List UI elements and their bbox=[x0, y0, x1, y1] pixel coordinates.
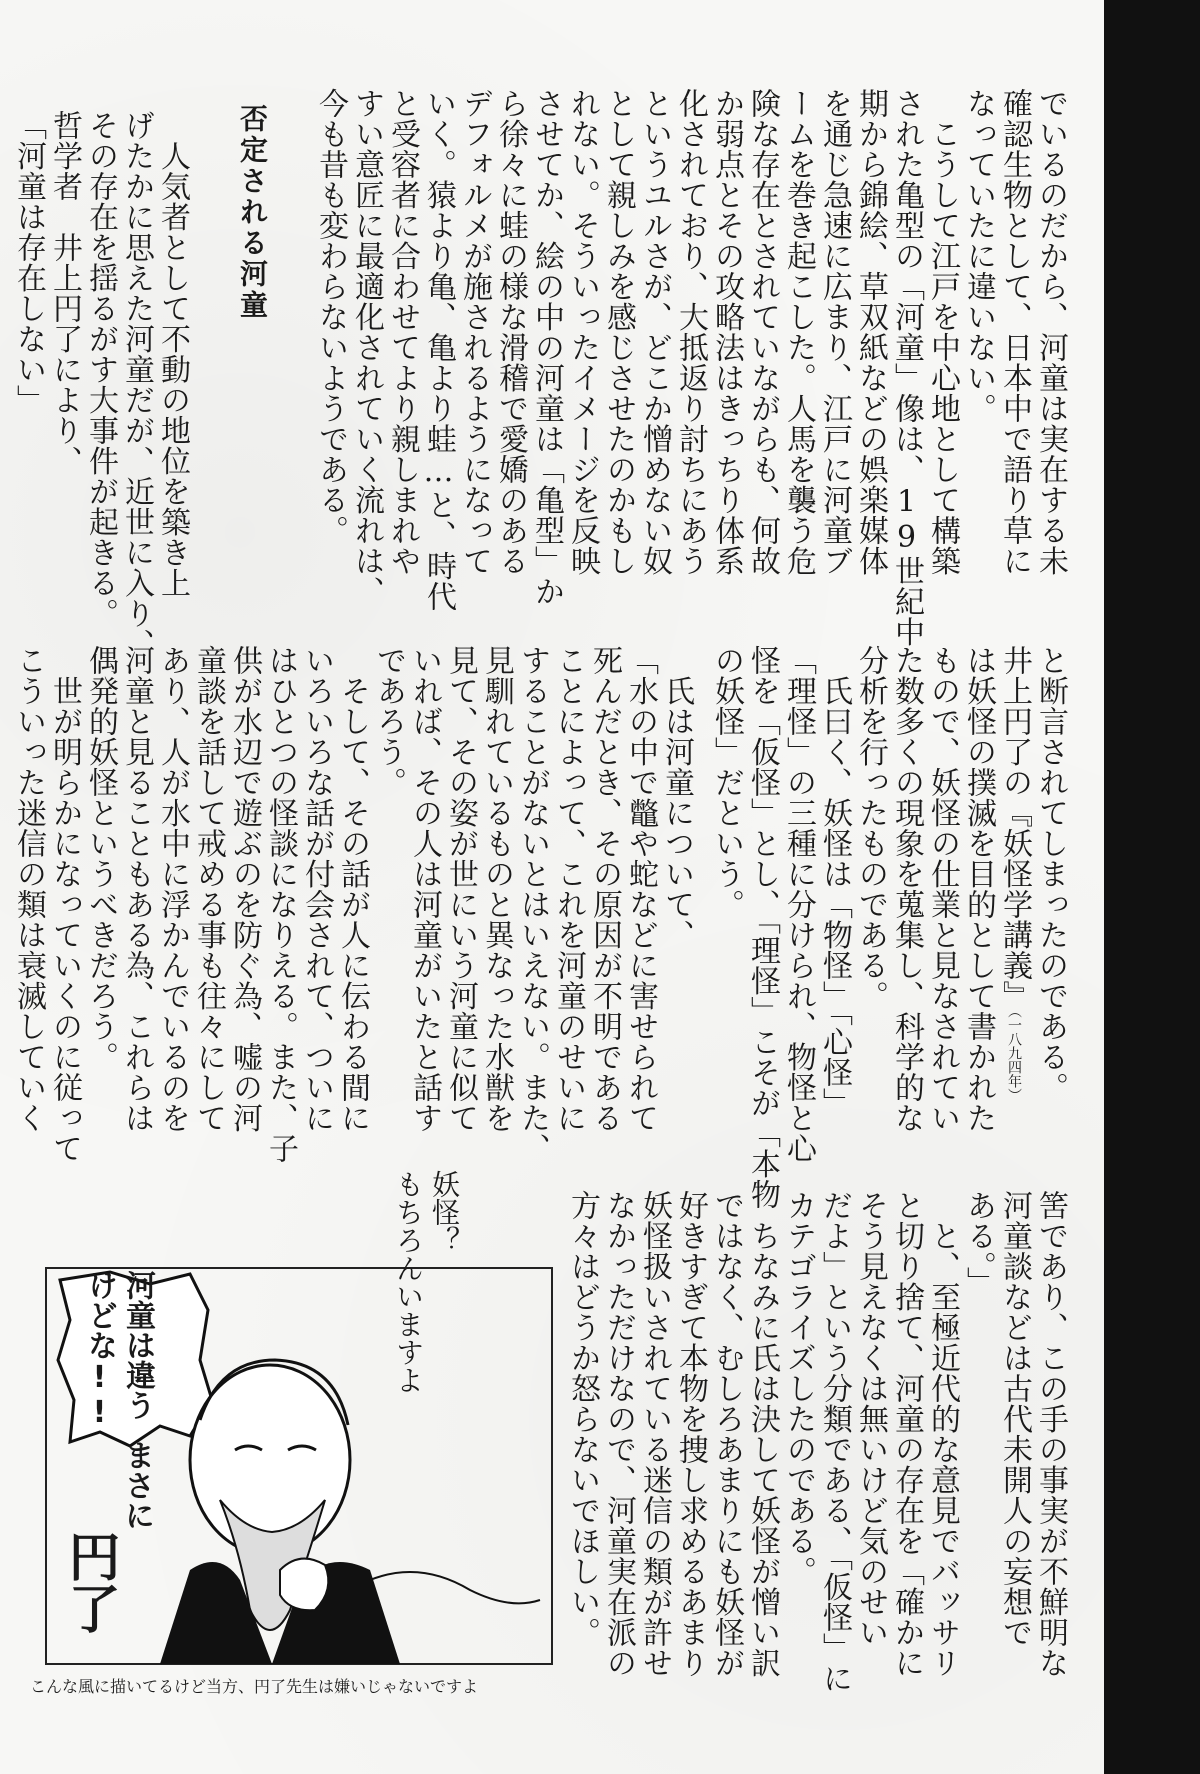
text-line: その存在を揺るがす大事件が起きる。 bbox=[83, 110, 118, 629]
text-line: 期から錦絵、草双紙などの娯楽媒体 bbox=[853, 88, 888, 576]
text-line: と断言されてしまったのである。 bbox=[1033, 645, 1068, 1103]
text-line: いれば、その人は河童がいたと話す bbox=[407, 645, 442, 1133]
text-line: 今も昔も変わらないようである。 bbox=[313, 88, 348, 546]
text-line: された亀型の「河童」像は、19世紀中 bbox=[889, 88, 924, 647]
page-edge-bar bbox=[1104, 0, 1200, 1774]
text-line: 方々はどうか怒らないでほしい。 bbox=[565, 1190, 600, 1648]
text-line: 分析を行ったものである。 bbox=[853, 645, 888, 1011]
text-line: として親しみを感じさせたのかもし bbox=[601, 88, 636, 576]
text-line: 筈であり、この手の事実が不鮮明な bbox=[1033, 1190, 1068, 1678]
text-line: は妖怪の撲滅を目的として書かれた bbox=[961, 645, 996, 1133]
text-line: 偶発的妖怪というべきだろう。 bbox=[83, 645, 118, 1072]
text-line: 見て、その姿が世にいう河童に似て bbox=[443, 645, 478, 1133]
shout-bubble-text bbox=[80, 1270, 156, 1450]
text-line: 「河童は存在しない」 bbox=[11, 110, 46, 415]
body-column-top-left bbox=[10, 110, 190, 659]
text-line: なかっただけなので、河童実在派の bbox=[601, 1190, 636, 1678]
text-line: 見馴れているものと異なった水獣を bbox=[479, 645, 514, 1133]
text-line: はひとつの怪談になりえる。また、子 bbox=[263, 645, 298, 1164]
text-line: 氏曰く、妖怪は「物怪」「心怪」 bbox=[817, 645, 852, 1118]
tagline bbox=[59, 1440, 154, 1634]
raised-hand bbox=[280, 1559, 328, 1611]
text-line: ちなみに氏は決して妖怪が憎い訳 bbox=[745, 1190, 780, 1678]
text-line: こういった迷信の類は衰滅していく bbox=[11, 645, 46, 1133]
text-line: そして、その話が人に伝わる間に bbox=[335, 645, 370, 1133]
text-line: げたかに思えた河童だが、近世に入り、 bbox=[119, 110, 154, 659]
body-column-middle-right bbox=[708, 645, 1068, 1210]
text-line: を通じ急速に広まり、江戸に河童ブ bbox=[817, 88, 852, 576]
text-line: 河童と見ることもある為、これらは bbox=[119, 645, 154, 1133]
text-fragment: 井上円了の『妖怪学講義』 bbox=[997, 645, 1032, 1011]
text-line: すい意匠に最適化されていく流れは、 bbox=[349, 88, 384, 607]
text-line: か弱点とその攻略法はきっちり体系 bbox=[709, 88, 744, 576]
text-line: 「理怪」の三種に分けられ、物怪と心 bbox=[781, 645, 816, 1164]
text-line: ことによって、これを河童のせいに bbox=[551, 645, 586, 1133]
text-line: 「水の中で鼈や蛇などに害せられて bbox=[623, 645, 658, 1133]
text-line: デフォルメが施されるようになって bbox=[457, 88, 492, 576]
text-line: 死んだとき、その原因が不明である bbox=[587, 645, 622, 1133]
text-line: 険な存在とされていながらも、何故 bbox=[745, 88, 780, 576]
speech-text bbox=[390, 1170, 462, 1470]
text-line: 確認生物として、日本中で語り草に bbox=[997, 88, 1032, 576]
text-line: 哲学者 井上円了により、 bbox=[47, 110, 82, 476]
body-column-bottom-right bbox=[564, 1190, 1068, 1750]
text-line: と受容者に合わせてより親しまれや bbox=[385, 88, 420, 576]
text-line: いろいろな話が付会されて、ついに bbox=[299, 645, 334, 1133]
text-line: 人気者として不動の地位を築き上 bbox=[155, 110, 190, 598]
text-line: することがないとはいえない。また、 bbox=[515, 645, 550, 1164]
text-line: 怪を「仮怪」とし、「理怪」こそが「本物 bbox=[745, 645, 780, 1210]
text-line: させてか、絵の中の河童は「亀型」か bbox=[529, 88, 564, 607]
text-line: でいるのだから、河童は実在する未 bbox=[1033, 88, 1068, 576]
text-line: 河童談などは古代未開人の妄想で bbox=[997, 1190, 1032, 1648]
bubble-line: けどな!! bbox=[82, 1270, 117, 1430]
text-line: いく。猿より亀、亀より蛙…と、時代 bbox=[421, 88, 456, 612]
illustration-panel bbox=[40, 1170, 560, 1670]
text-line: だよ」という分類である、「仮怪」に bbox=[817, 1190, 852, 1694]
body-column-middle-left bbox=[10, 645, 694, 1205]
text-line bbox=[996, 645, 1032, 1205]
text-line: であろう。 bbox=[371, 645, 406, 798]
text-line: れない。そういったイメージを反映 bbox=[565, 88, 600, 576]
text-line: 童談を話して戒める事も往々にして bbox=[191, 645, 226, 1133]
background-line bbox=[370, 1572, 540, 1603]
speech-line: もちろんいますよ bbox=[392, 1170, 425, 1394]
section-heading: 否定される河童 bbox=[236, 104, 269, 321]
text-line: 世が明らかになっていくのに従って bbox=[47, 645, 82, 1164]
text-line: そう見えなくは無いけど気のせい bbox=[853, 1190, 888, 1648]
text-line: ームを巻き起こした。人馬を襲う危 bbox=[781, 88, 816, 576]
text-line: なっていたに違いない。 bbox=[961, 88, 996, 424]
text-line: 妖怪扱いされている迷信の類が許せ bbox=[637, 1190, 672, 1678]
tagline-big: 円了 bbox=[59, 1530, 119, 1634]
year-note: （一八九四年） bbox=[1006, 1011, 1022, 1102]
text-line: の妖怪」だという。 bbox=[709, 645, 744, 920]
text-line: た数多くの現象を蒐集し、科学的な bbox=[889, 645, 924, 1133]
text-line: 供が水辺で遊ぶのを防ぐ為、嘘の河 bbox=[227, 645, 262, 1133]
text-line: カテゴライズしたのである。 bbox=[781, 1190, 816, 1587]
text-line: 好きすぎて本物を捜し求めるあまり bbox=[673, 1190, 708, 1678]
speech-line: 妖怪？ bbox=[428, 1170, 461, 1254]
text-line: こうして江戸を中心地として構築 bbox=[925, 88, 960, 576]
tagline-small: まさに bbox=[119, 1440, 154, 1530]
text-line: ら徐々に蛙の様な滑稽で愛嬌のある bbox=[493, 88, 528, 576]
text-line: ある。」 bbox=[961, 1190, 996, 1297]
text-line: もので、妖怪の仕業と見なされてい bbox=[925, 645, 960, 1133]
text-line: と、至極近代的な意見でバッサリ bbox=[925, 1190, 960, 1678]
bubble-line: 河童は違う bbox=[120, 1270, 155, 1420]
text-line: 氏は河童について、 bbox=[659, 645, 694, 950]
text-line: あり、人が水中に浮かんでいるのを bbox=[155, 645, 190, 1133]
text-line: というユルさが、どこか憎めない奴 bbox=[637, 88, 672, 576]
text-line: ではなく、むしろあまりにも妖怪が bbox=[709, 1190, 744, 1678]
text-line: 化されており、大抵返り討ちにあう bbox=[673, 88, 708, 576]
text-line: と切り捨て、河童の存在を「確かに bbox=[889, 1190, 924, 1678]
illustration-caption: こんな風に描いてるけど当方、円了先生は嫌いじゃないですよ bbox=[30, 1677, 479, 1696]
